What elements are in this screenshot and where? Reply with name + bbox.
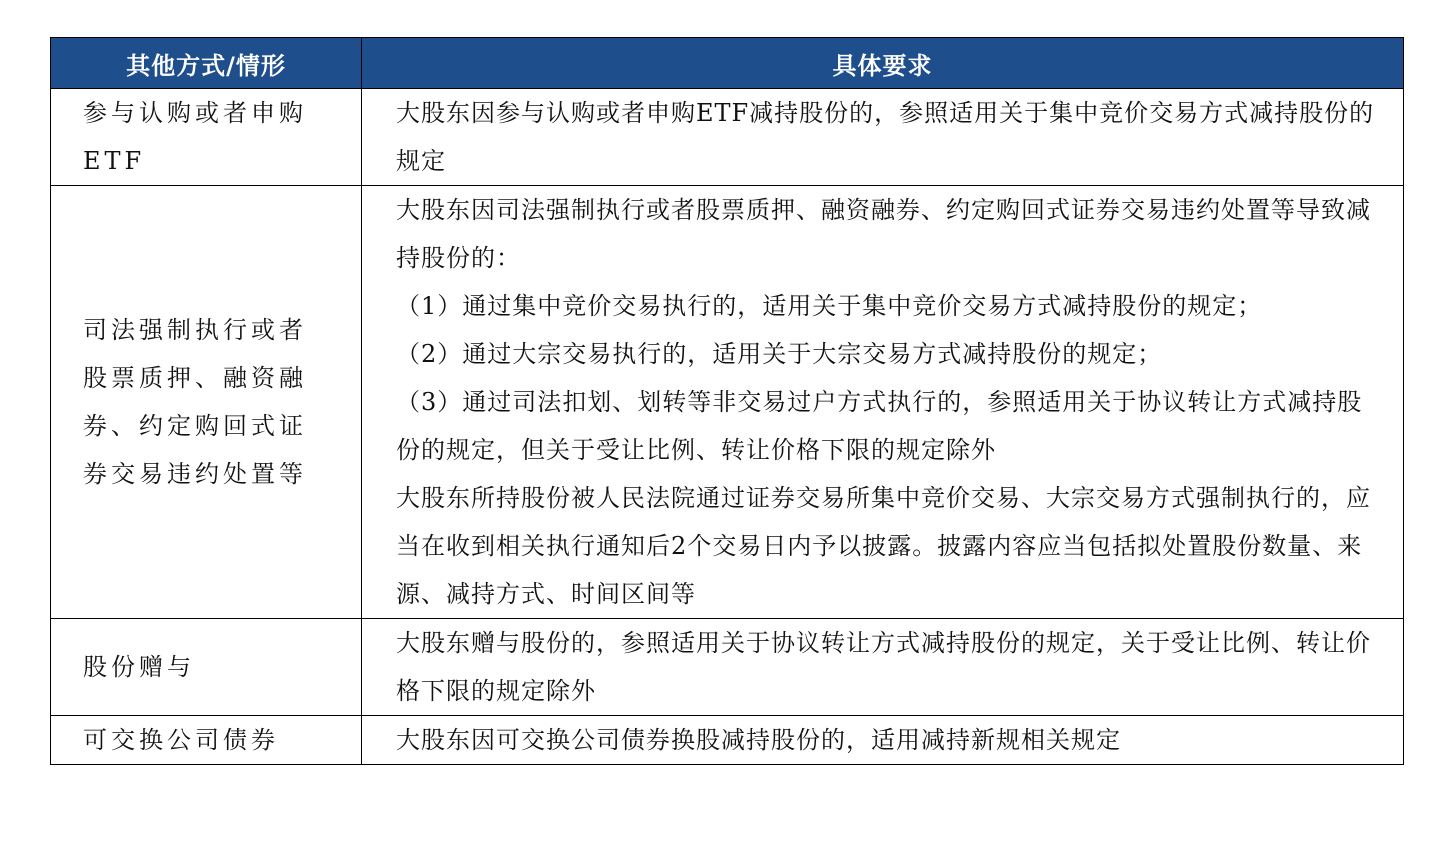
situation-cell: 股份赠与	[51, 619, 362, 716]
requirement-cell	[362, 619, 1404, 716]
rules-table-container	[50, 37, 1403, 765]
table-row	[51, 186, 1404, 619]
requirement-item: （3）通过司法扣划、划转等非交易过户方式执行的，参照适用关于协议转让方式减持股份的规定，但关于受让比例、转让价格下限的规定除外	[396, 388, 1363, 464]
requirement-text: 大股东因可交换公司债券换股减持股份的，适用减持新规相关规定	[396, 726, 1121, 754]
table-row	[51, 89, 1404, 186]
requirement-cell	[362, 89, 1404, 186]
rules-table	[50, 37, 1404, 765]
situation-cell: 参与认购或者申购ETF	[51, 89, 362, 186]
table-header-row	[51, 38, 1404, 89]
requirement-text: 大股东赠与股份的，参照适用关于协议转让方式减持股份的规定，关于受让比例、转让价格下限的规定除外	[396, 629, 1371, 705]
situation-cell: 司法强制执行或者股票质押、融资融券、约定购回式证券交易违约处置等	[51, 186, 362, 619]
requirement-text: 大股东因参与认购或者申购ETF减持股份的，参照适用关于集中竞价交易方式减持股份的规定	[396, 99, 1375, 175]
requirement-item: （2）通过大宗交易执行的，适用关于大宗交易方式减持股份的规定；	[396, 340, 1163, 368]
header-situation: 其他方式/情形	[51, 38, 362, 89]
requirement-text: 大股东所持股份被人民法院通过证券交易所集中竞价交易、大宗交易方式强制执行的，应当在收到相关执行通知后2个交易日内予以披露。披露内容应当包括拟处置股份数量、来源、减持方式、时间区间等	[396, 484, 1371, 608]
requirement-cell	[362, 716, 1404, 765]
table-row	[51, 716, 1404, 765]
requirement-cell	[362, 186, 1404, 619]
header-requirement: 具体要求	[362, 38, 1404, 89]
table-row	[51, 619, 1404, 716]
requirement-text: 大股东因司法强制执行或者股票质押、融资融券、约定购回式证券交易违约处置等导致减持股份的：	[396, 196, 1371, 272]
situation-cell: 可交换公司债券	[51, 716, 362, 765]
requirement-item: （1）通过集中竞价交易执行的，适用关于集中竞价交易方式减持股份的规定；	[396, 292, 1263, 320]
